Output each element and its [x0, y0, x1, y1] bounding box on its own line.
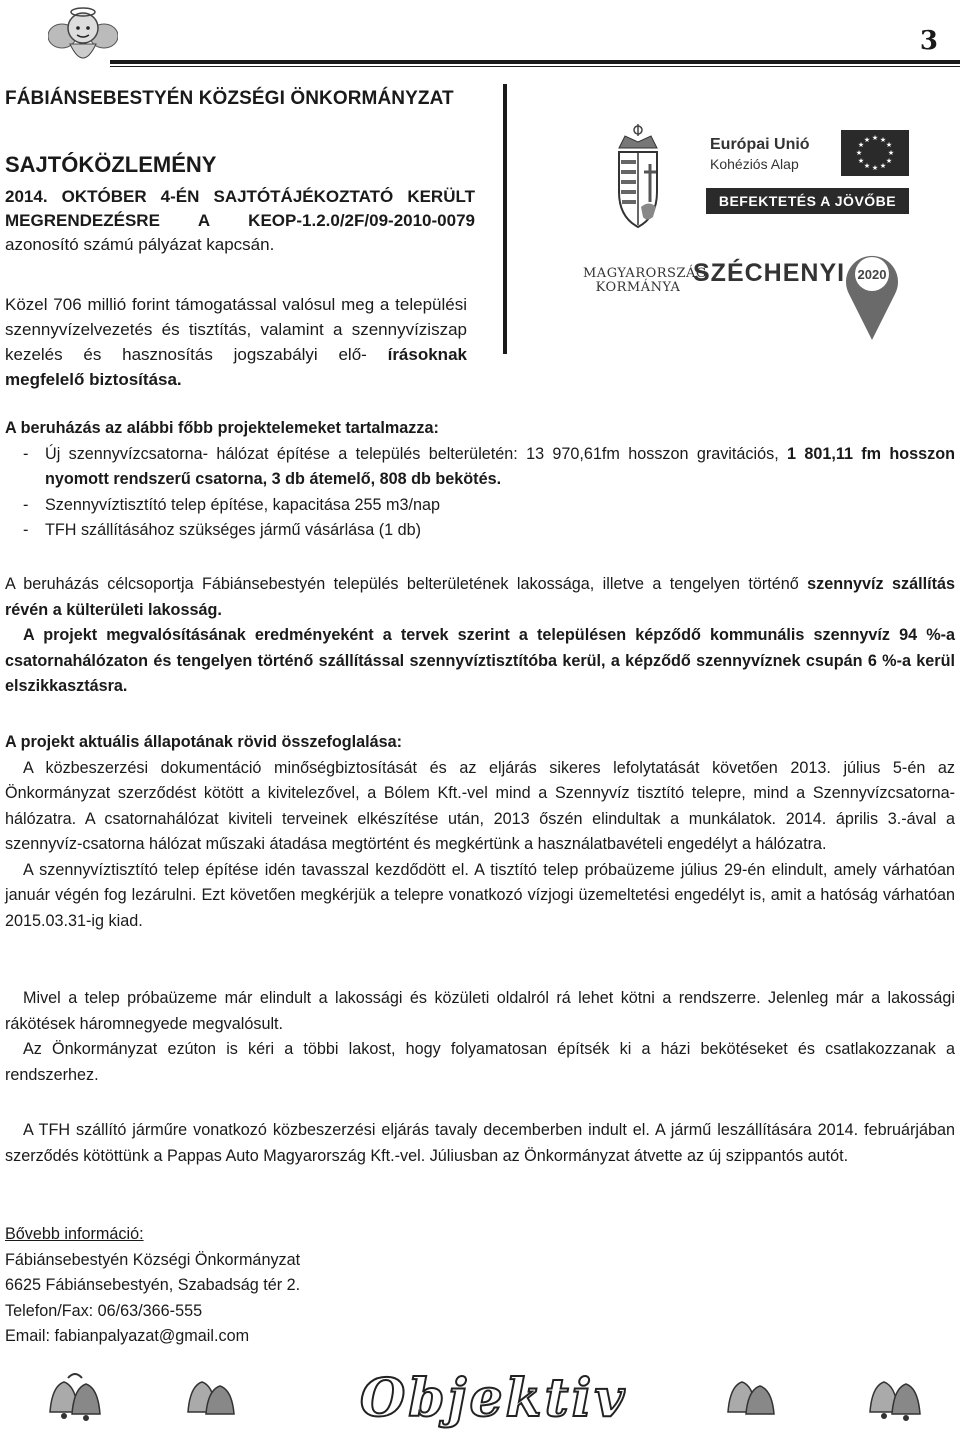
- svg-text:★: ★: [879, 136, 887, 144]
- angel-icon: [48, 2, 118, 70]
- status-paragraph-2: A szennyvíztisztító telep építése idén tavasszal kezdődött el. A tisztító telep próbaüzeme július 29-én elindult, amely várhatóan január végén fog lezárulni. Ezt követően megkérjük a telepre vonatkozó vízjogi üzemeltetési engedélyt is, amit a hatóság várhatóan 2015.03.31-ig kiad.: [5, 860, 955, 930]
- press-release-subtitle: [5, 185, 475, 257]
- status-paragraph-1: A közbeszerzési dokumentáció minőségbiztosítását és az eljárás sikeres lefolytatását követően 2013. július 5-én az Önkormányzat szerződést kötött a kivitelezővel, a Bólem Kft.-vel mind a Szennyvíz tisztító telepre, mind a Szennyvízcsatorna-hálózatra. A csatornahálózat kiviteli terveinek elkészítése után, 2013 őszén elindultak a munkálatok. 2014. április 3.-ával a szennyvíz-csatorna hálózat műszaki átadása megtörtént és megkértünk a használatbavételi engedélyt a hálózatra.: [5, 758, 955, 853]
- vehicle-section: [5, 1118, 955, 1169]
- contact-phone: Telefon/Fax: 06/63/366-555: [5, 1301, 203, 1320]
- svg-text:★: ★: [885, 141, 893, 149]
- bells-icon: [860, 1368, 930, 1430]
- bells-icon: [720, 1368, 780, 1430]
- logo-panel: [503, 84, 958, 354]
- svg-text:★: ★: [863, 162, 871, 170]
- status-paragraph-5: A TFH szállító járműre vonatkozó közbeszerzési eljárás tavaly decemberben indult el. A jármű leszállítására 2014. februárjában szerződés kötöttünk a Pappas Auto Magyarország Kft.-vel. Júliusban az Önkormányzat átvette az új szippantós autót.: [5, 1121, 955, 1165]
- list-item-text: Új szennyvízcsatorna- hálózat építése a település belterületén: 13 970,61fm hosszon gravitációs,: [45, 444, 779, 463]
- invest-banner: BEFEKTETÉS A JÖVŐBE: [706, 188, 909, 214]
- objektiv-logo: Objektiv: [360, 1368, 628, 1429]
- list-dash: -: [23, 495, 29, 514]
- info-heading: Bővebb információ:: [5, 1225, 144, 1243]
- svg-text:★: ★: [871, 164, 879, 172]
- status-section: [5, 730, 955, 934]
- bells-icon: [40, 1368, 110, 1430]
- result-paragraph: A projekt megvalósításának eredményeként a tervek szerint a településen képződő kommunális szennyvíz 94 %-a csatornahálózaton és tengelyen történő szállítással szennyvíztisztítóba kerül, a képződő szennyvíznek csupán 6 %-a kerül elszikkasztásra.: [5, 626, 955, 695]
- page-number: 3: [919, 26, 938, 56]
- svg-text:★: ★: [885, 157, 893, 165]
- target-group-paragraph: [5, 572, 955, 700]
- eu-fund-name: Kohéziós Alap: [710, 156, 799, 172]
- list-dash: -: [23, 521, 29, 539]
- hungarian-crest-icon: [613, 122, 663, 262]
- footer: [0, 1360, 960, 1435]
- target-text-bold: szennyvíz szállítás révén a külterületi lakosság.: [5, 575, 955, 619]
- szechenyi-logo-text: SZÉCHENYI: [693, 259, 846, 287]
- target-text: A beruházás célcsoportja Fábiánsebestyén település belterületének lakossága, illetve a tengelyen történő: [5, 575, 799, 593]
- contact-section: [5, 1222, 955, 1350]
- svg-text:★: ★: [871, 134, 879, 142]
- map-pin-icon: [843, 244, 901, 344]
- list-item-text-bold: 1 801,11 fm hosszon nyomott rendszerű csatorna, 3 db átemelő, 808 db bekötés.: [45, 444, 955, 488]
- status-paragraph-3: Mivel a telep próbaüzeme már elindult a lakossági és közületi oldalról rá lehet kötni a rendszerre. Jelenleg már a lakossági rákötések háromnegyede megvalósult.: [5, 989, 955, 1033]
- list-item: [5, 518, 955, 544]
- header-rule: [110, 60, 960, 64]
- szechenyi-year: 2020: [857, 267, 887, 282]
- contact-address: 6625 Fábiánsebestyén, Szabadság tér 2.: [5, 1276, 301, 1294]
- elements-heading: A beruházás az alábbi főbb projektelemeket tartalmazza:: [5, 419, 439, 437]
- lead-paragraph: [5, 292, 467, 392]
- status-heading: A projekt aktuális állapotának rövid összefoglalása:: [5, 733, 403, 751]
- organization-name: FÁBIÁNSEBESTYÉN KÖZSÉGI ÖNKORMÁNYZAT: [5, 88, 454, 109]
- svg-text:★: ★: [857, 157, 865, 165]
- press-release-title: SAJTÓKÖZLEMÉNY: [5, 152, 217, 177]
- contact-email: Email: fabianpalyazat@gmail.com: [5, 1327, 250, 1345]
- press-subtitle-bold: 2014. OKTÓBER 4-ÉN SAJTÓTÁJÉKOZTATÓ KERÜLT MEGRENDEZÉSRE A KEOP-1.2.0/2F/09-2010-0079: [5, 187, 475, 230]
- list-dash: -: [23, 444, 29, 463]
- list-item-text: Szennyvíztisztító telep építése, kapacitása 255 m3/nap: [45, 495, 441, 514]
- connection-section: [5, 986, 955, 1088]
- list-item-text: TFH szállításához szükséges jármű vásárlása (1 db): [45, 521, 422, 539]
- eu-name: Európai Unió: [710, 136, 810, 153]
- lead-text-bold: írásoknak megfelelő biztosítása.: [5, 345, 467, 389]
- status-paragraph-4: Az Önkormányzat ezúton is kéri a többi lakost, hogy folyamatosan építsék ki a házi bekötéseket és csatlakozzanak a rendszerhez.: [5, 1040, 955, 1084]
- vertical-rule: [503, 84, 507, 354]
- list-item: [5, 493, 955, 519]
- contact-name: Fábiánsebestyén Községi Önkormányzat: [5, 1250, 301, 1269]
- svg-text:★: ★: [855, 149, 863, 157]
- project-elements-section: [5, 416, 955, 544]
- svg-text:★: ★: [879, 162, 887, 170]
- svg-text:★: ★: [887, 149, 895, 157]
- eu-flag-icon: [841, 130, 909, 176]
- government-name: MAGYARORSZÁG KORMÁNYA: [583, 266, 707, 295]
- svg-text:★: ★: [863, 136, 871, 144]
- lead-text: Közel 706 millió forint támogatással valósul meg a települési szennyvízelvezetés és tisztítás, valamint a szennyvíziszap kezelés és hasznosítás jogszabályi elő-: [5, 295, 467, 364]
- svg-text:★: ★: [857, 141, 865, 149]
- press-subtitle-rest: azonosító számú pályázat kapcsán.: [5, 235, 275, 254]
- bells-icon: [180, 1368, 240, 1430]
- list-item: [5, 442, 955, 493]
- header-rule-thin: [110, 66, 960, 67]
